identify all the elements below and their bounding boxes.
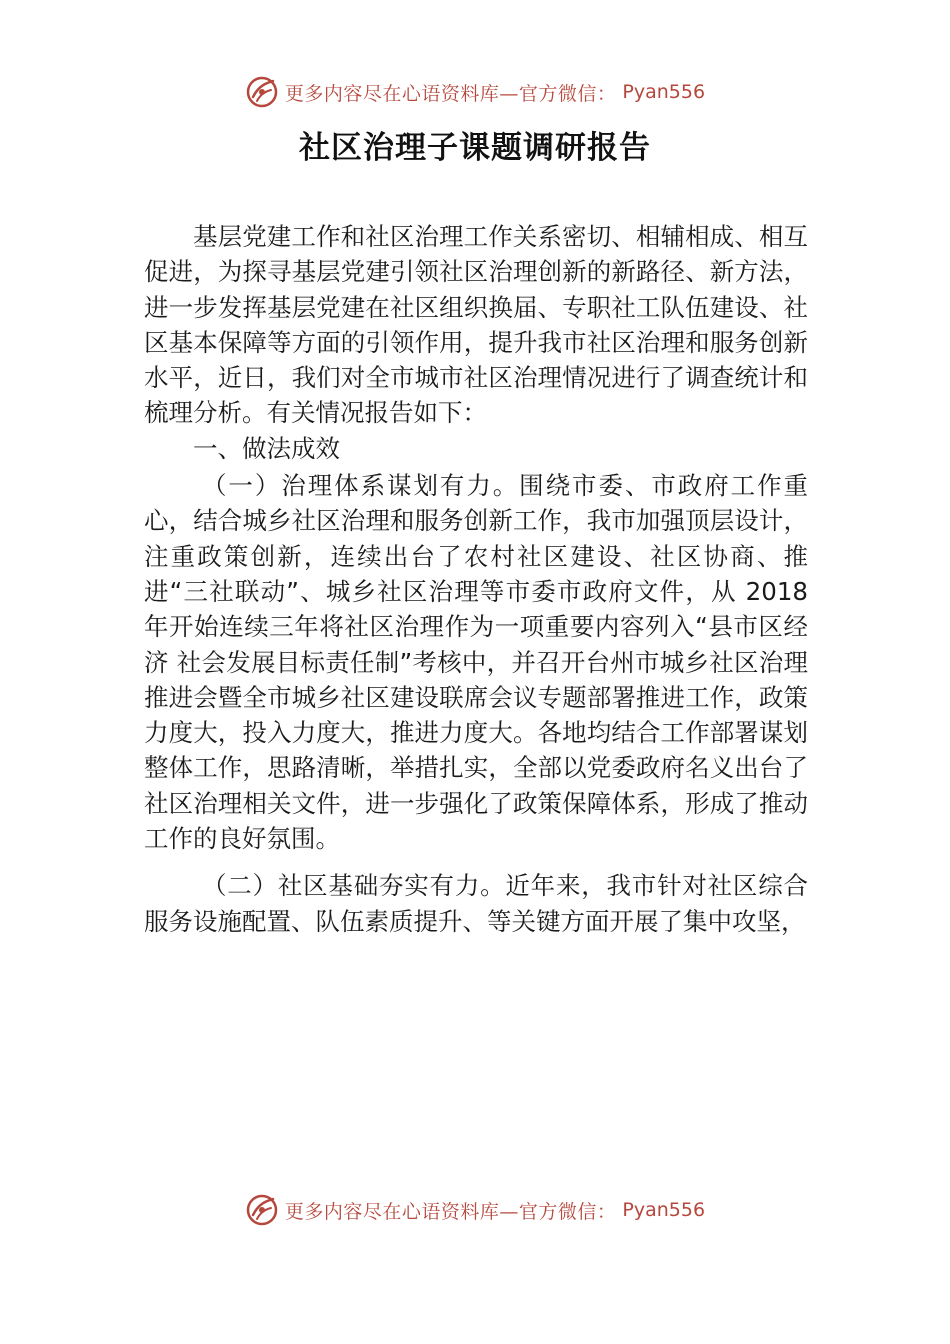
document-title: 社区治理子课题调研报告 (299, 130, 651, 166)
section-heading: 一、做法成效 (193, 433, 340, 463)
watermark-text: 更多内容尽在心语资料库—官方微信： (284, 1200, 617, 1223)
watermark-top (0, 72, 950, 112)
circle-logo-icon (245, 1193, 279, 1227)
paragraph-community-foundation: （二）社区基础夯实有力。近年来，我市针对社区综合服务设施配置、队伍素质提升、等关键方面开展了集中攻坚， (144, 871, 808, 936)
watermark-text: 更多内容尽在心语资料库—官方微信： (284, 82, 617, 105)
watermark-contact: Pyan556 (622, 1199, 706, 1221)
paragraph-governance-system: （一）治理体系谋划有力。围绕市委、市政府工作重心，结合城乡社区治理和服务创新工作，我市加强顶层设计，注重政策创新，连续出台了农村社区建设、社区协商、推进“三社联动”、城乡社区治理等市委市政府文件，从 2018 年开始连续三年将社区治理作为一项重要内容列入“县市区经济 社会发展目标责任制”考核中，并召开台州市城乡社区治理推进会暨全市城乡社区建设联席会议专题部署推进工作，政策力度大，投入力度大，推进力度大。各地均结合工作部署谋划整体工作，思路清晰，举措扎实，全部以党委政府名义出台了社区治理相关文件，进一步强化了政策保障体系，形成了推动工作的良好氛围。 (144, 471, 808, 854)
paragraph-intro: 基层党建工作和社区治理工作关系密切、相辅相成、相互促进，为探寻基层党建引领社区治理创新的新路径、新方法，进一步发挥基层党建在社区组织换届、专职社工队伍建设、社区基本保障等方面的引领作用，提升我市社区治理和服务创新水平，近日，我们对全市城市社区治理情况进行了调查统计和梳理分析。有关情况报告如下： (144, 222, 808, 428)
document-body (144, 219, 808, 939)
watermark-bottom (0, 1190, 950, 1230)
circle-logo-icon (245, 75, 279, 109)
watermark-contact: Pyan556 (622, 81, 706, 103)
